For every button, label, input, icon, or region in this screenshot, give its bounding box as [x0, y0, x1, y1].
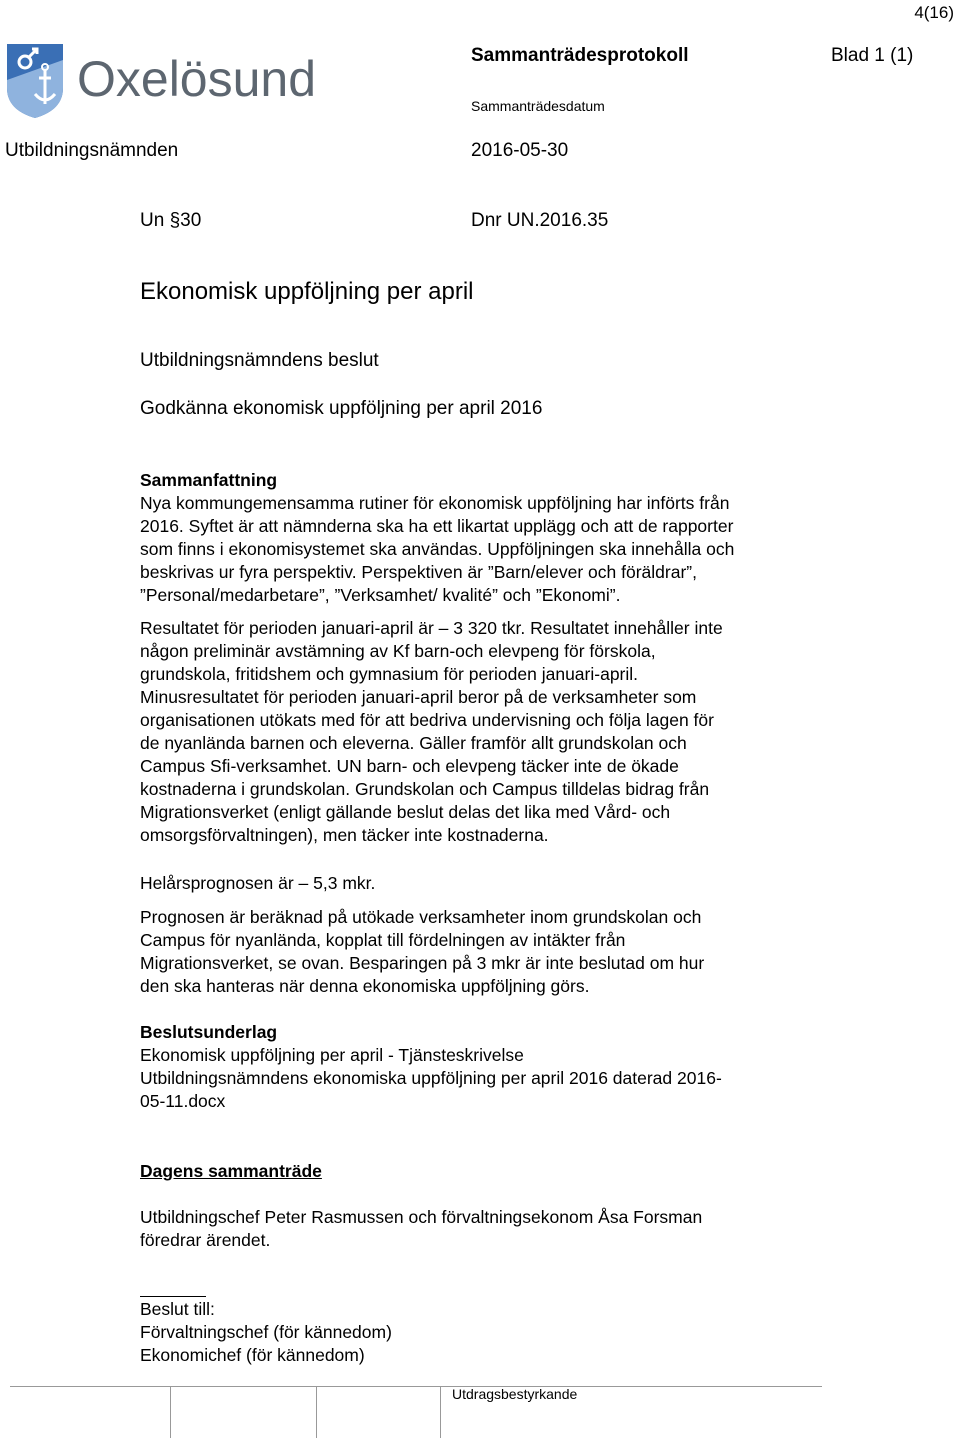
meeting-date: 2016-05-30	[471, 140, 569, 161]
forecast-line: Migrationsverket, se ovan. Besparingen på 3 mkr är inte beslutad om hur	[140, 953, 705, 973]
result-line: Campus Sfi-verksamhet. UN barn- och elevpeng täcker inte de ökade	[140, 756, 679, 776]
meeting-date-label: Sammanträdesdatum	[471, 98, 605, 114]
basis-line: Ekonomisk uppföljning per april - Tjänsteskrivelse	[140, 1045, 524, 1065]
protocol-title: Sammanträdesprotokoll	[471, 45, 689, 66]
footer-certification-label: Utdragsbestyrkande	[452, 1386, 578, 1402]
page-title: Ekonomisk uppföljning per april	[140, 278, 474, 305]
meeting-line: föredrar ärendet.	[140, 1230, 271, 1250]
committee-name: Utbildningsnämnden	[5, 140, 179, 161]
meeting-line: Utbildningschef Peter Rasmussen och förvaltningsekonom Åsa Forsman	[140, 1207, 703, 1227]
summary-section	[140, 469, 840, 607]
coat-of-arms-icon	[7, 44, 63, 118]
municipality-logo	[5, 40, 325, 120]
footer-cell-divider	[316, 1386, 317, 1438]
distribution-label: Beslut till:	[140, 1299, 215, 1319]
summary-line: 2016. Syftet är att nämnderna ska ha ett likartat upplägg och att de rapporter	[140, 516, 734, 536]
footer-divider	[10, 1386, 822, 1387]
summary-line: som finns i ekonomisystemet ska användas. Uppföljningen ska innehålla och	[140, 539, 735, 559]
basis-line: 05-11.docx	[140, 1091, 226, 1111]
footer-cell-divider	[440, 1386, 441, 1438]
forecast-line: Campus för nyanlända, kopplat till fördelningen av intäkter från	[140, 930, 626, 950]
basis-heading: Beslutsunderlag	[140, 1022, 278, 1042]
distribution-line: Förvaltningschef (för kännedom)	[140, 1322, 392, 1342]
divider	[140, 1296, 206, 1297]
basis-line: Utbildningsnämndens ekonomiska uppföljning per april 2016 daterad 2016-	[140, 1068, 722, 1088]
footer-cell-divider	[170, 1386, 171, 1438]
result-line: Minusresultatet för perioden januari-april beror på de verksamheter som	[140, 687, 697, 707]
summary-line: ”Personal/medarbetare”, ”Verksamhet/ kvalité” och ”Ekonomi”.	[140, 585, 621, 605]
result-line: någon preliminär avstämning av Kf barn-och elevpeng för förskola,	[140, 641, 656, 661]
result-line: Migrationsverket (enligt gällande beslut delas det lika med Vård- och	[140, 802, 671, 822]
forecast-line: den ska hanteras när denna ekonomiska uppföljning görs.	[140, 976, 590, 996]
page-number: 4(16)	[914, 3, 954, 22]
meeting-section	[140, 1206, 840, 1252]
forecast-summary	[140, 872, 840, 895]
result-line: kostnaderna i grundskolan. Grundskolan och Campus tilldelas bidrag från	[140, 779, 710, 799]
registration-number: Dnr UN.2016.35	[471, 210, 609, 231]
paragraph-number: Un §30	[140, 210, 202, 231]
sheet-number: Blad 1 (1)	[831, 45, 914, 66]
summary-line: Nya kommungemensamma rutiner för ekonomisk uppföljning har införts från	[140, 493, 730, 513]
summary-heading: Sammanfattning	[140, 470, 278, 490]
meeting-heading: Dagens sammanträde	[140, 1161, 322, 1181]
result-line: grundskola, fritidshem och gymnasium för perioden januari-april.	[140, 664, 639, 684]
forecast-section	[140, 906, 840, 998]
result-line: omsorgsförvaltningen), men täcker inte kostnaderna.	[140, 825, 549, 845]
basis-section	[140, 1021, 840, 1113]
distribution-line: Ekonomichef (för kännedom)	[140, 1345, 365, 1365]
result-line: Resultatet för perioden januari-april är – 3 320 tkr. Resultatet innehåller inte	[140, 618, 723, 638]
summary-line: beskrivas ur fyra perspektiv. Perspektiven är ”Barn/elever och föräldrar”,	[140, 562, 697, 582]
forecast-line: Prognosen är beräknad på utökade verksamheter inom grundskolan och	[140, 907, 702, 927]
result-line: de nyanlända barnen och eleverna. Gäller framför allt grundskolan och	[140, 733, 687, 753]
meeting-heading-block	[140, 1160, 840, 1183]
decision-heading: Utbildningsnämndens beslut	[140, 350, 379, 371]
distribution-section	[140, 1298, 840, 1367]
forecast-text: Helårsprognosen är – 5,3 mkr.	[140, 873, 376, 893]
result-line: organisationen utökats med för att bedriva undervisning och följa lagen för	[140, 710, 714, 730]
result-section	[140, 617, 840, 847]
decision-text: Godkänna ekonomisk uppföljning per april 2016	[140, 398, 543, 419]
logo-text: Oxelösund	[77, 51, 317, 107]
